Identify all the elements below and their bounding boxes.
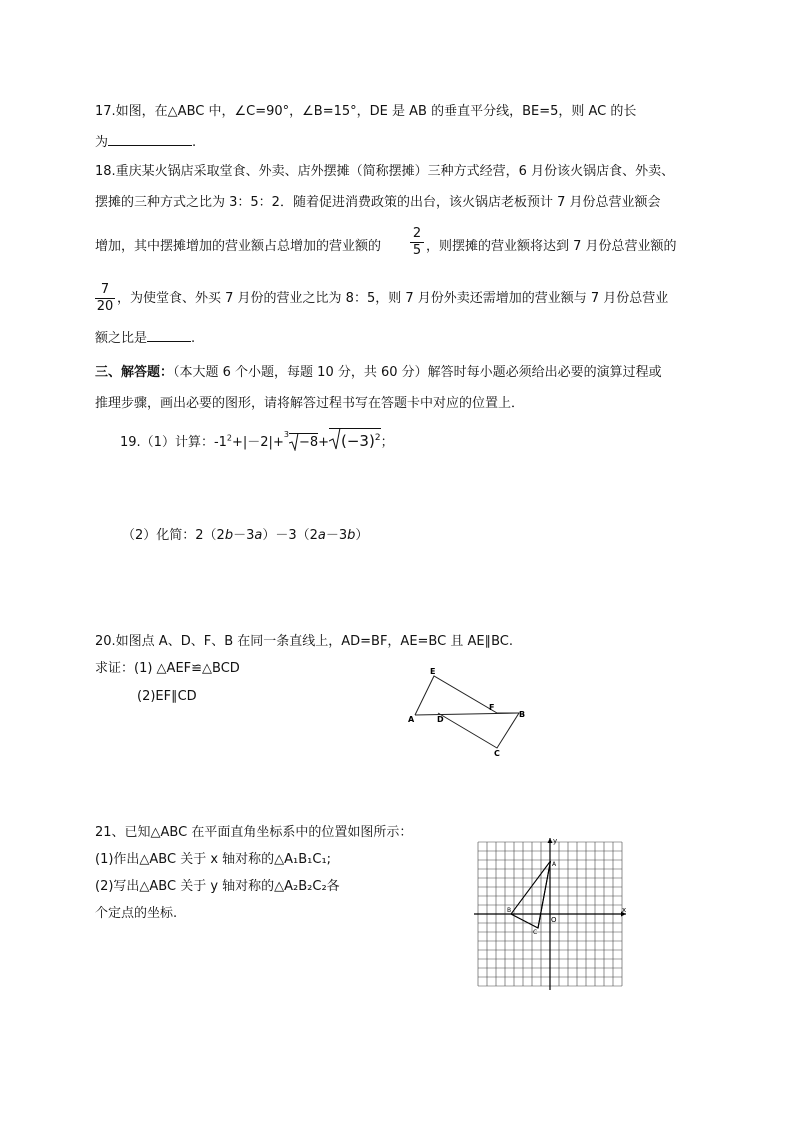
section3-line1 [95, 364, 662, 382]
q18-line2: 摆摊的三种方式之比为 3：5：2．随着促进消费政策的出台，该火锅店老板预计 7 月份总营业额会 [95, 195, 661, 210]
q18-line1: 18.重庆某火锅店采取堂食、外卖、店外摆摊（简称摆摊）三种方式经营，6 月份该火锅店食、外卖、 [95, 164, 675, 179]
fraction-denominator: 5 [412, 243, 422, 258]
y-axis-arrow [548, 838, 553, 843]
q18-suffix: . [191, 331, 196, 346]
q17-prefix: 为 [95, 135, 109, 150]
q17-line1: 17.如图，在△ABC 中，∠C=90°，∠B=15°，DE 是 AB 的垂直平分线，BE=5，则 AC 的长 [95, 104, 637, 119]
q19-part2 [122, 527, 368, 545]
q19-part2-close: ） [355, 528, 369, 543]
var-b: b [224, 528, 234, 543]
q18-line3b: ，则摆摊的营业额将达到 7 月份总营业额的 [426, 239, 677, 254]
y-axis-label: y [553, 837, 558, 845]
q19-term1: -1 [213, 435, 227, 450]
section3-line2: 推理步骤，画出必要的图形，请将解答过程书写在答题卡中对应的位置上． [95, 396, 525, 411]
q19-part1-label: 19.（1）计算： [120, 435, 214, 450]
q19-part2-mid: ）－3（2 [262, 528, 318, 543]
q19-term2: +|－2|+ [232, 435, 284, 450]
point-label-A: A [552, 861, 557, 868]
point-label-C: C [533, 929, 538, 936]
q19-part2-minus: －3 [233, 528, 255, 543]
q17-line2 [95, 133, 196, 152]
q18-fraction-7-20 [95, 282, 115, 315]
q17-answer-blank[interactable] [108, 133, 192, 146]
cube-root-body [289, 433, 318, 452]
x-axis-label: x [622, 906, 627, 914]
q18-prefix: 额之比是 [95, 331, 148, 346]
figure-lines [415, 676, 519, 748]
q18-fraction-2-5 [410, 226, 424, 259]
square-root-radicand: (−3) [341, 432, 375, 450]
cube-root-index: 3 [283, 429, 289, 439]
q19-semicolon: ； [380, 435, 394, 450]
origin-label: O [551, 916, 557, 924]
var-a: a [254, 528, 263, 543]
q21-line1: 21、已知△ABC 在平面直角坐标系中的位置如图所示： [95, 825, 413, 840]
q19-part1 [120, 428, 394, 452]
cube-root-radicand: −8 [298, 435, 319, 450]
q20-line2: 求证：(1) △AEF≌△BCD [95, 661, 240, 676]
point-label-D: D [437, 715, 444, 724]
section3-heading: 三、解答题： [95, 365, 174, 380]
point-label-B: B [519, 710, 526, 719]
square-root-body [329, 428, 381, 450]
var-a: a [317, 528, 326, 543]
q20-line3: (2)EF∥CD [137, 689, 197, 704]
coordinate-grid [470, 836, 630, 994]
point-label-F: F [489, 703, 495, 712]
q19-part2-label: （2）化简：2（2 [122, 528, 225, 543]
fraction-denominator: 20 [96, 299, 114, 314]
q20-geometry-figure [400, 660, 540, 760]
fraction-numerator: 2 [412, 226, 422, 241]
q18-answer-blank[interactable] [147, 329, 191, 342]
section3-intro: （本大题 6 个小题，每题 10 分，共 60 分）解答时每小题必须给出必要的演算过程或 [173, 365, 662, 380]
square-root [329, 428, 381, 452]
q18-line5 [95, 329, 195, 348]
q19-part2-minus: －3 [325, 528, 348, 543]
q19-plus: + [318, 435, 330, 450]
point-label-E: E [430, 667, 436, 676]
point-label-A: A [408, 715, 415, 724]
q20-line1: 20.如图点 A、D、F、B 在同一条直线上，AD=BF，AE=BC 且 AE∥BC. [95, 634, 513, 649]
q21-line3: (2)写出△ABC 关于 y 轴对称的△A₂B₂C₂各 [95, 879, 340, 894]
cube-root [284, 430, 318, 452]
point-label-C: C [494, 749, 500, 758]
q17-suffix: . [192, 135, 197, 150]
q18-line4: ，为使堂食、外买 7 月份的营业之比为 8：5，则 7 月份外卖还需增加的营业额与 7 月份总营业 [117, 291, 669, 306]
square-root-exponent: 2 [374, 433, 381, 443]
q21-line4: 个定点的坐标. [95, 906, 178, 921]
point-label-B: B [507, 907, 512, 914]
fraction-numerator: 7 [100, 282, 110, 297]
q18-line3a: 增加，其中摆摊增加的营业额占总增加的营业额的 [95, 239, 382, 254]
q21-line2: (1)作出△ABC 关于 x 轴对称的△A₁B₁C₁; [95, 852, 332, 867]
q19-term1-exponent: 2 [226, 433, 233, 443]
var-b: b [347, 528, 356, 543]
